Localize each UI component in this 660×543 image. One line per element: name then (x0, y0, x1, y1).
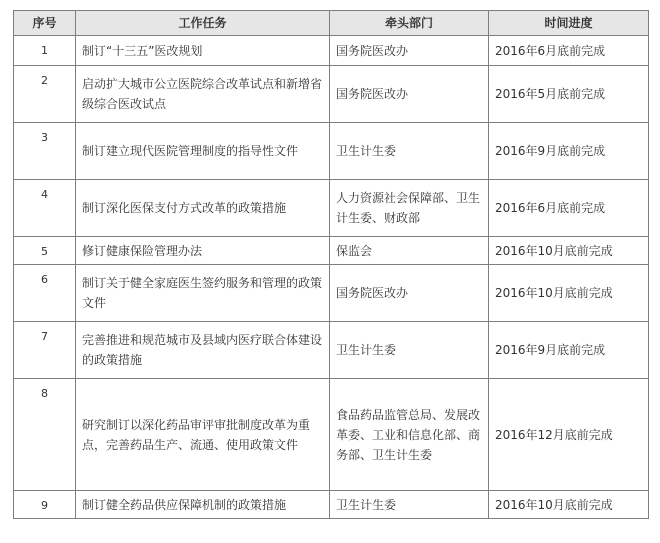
row-no: 8 (14, 379, 76, 491)
table-row (14, 491, 649, 519)
table-row (14, 237, 649, 265)
row-time: 2016年5月底前完成 (489, 66, 649, 123)
row-no: 1 (14, 36, 76, 66)
row-time: 2016年9月底前完成 (489, 322, 649, 379)
row-time: 2016年10月底前完成 (489, 265, 649, 322)
row-task: 制订关于健全家庭医生签约服务和管理的政策文件 (76, 265, 330, 322)
row-no: 6 (14, 265, 76, 322)
table-row (14, 379, 649, 491)
task-table (13, 10, 649, 519)
row-task: 制订建立现代医院管理制度的指导性文件 (76, 123, 330, 180)
row-task: 启动扩大城市公立医院综合改革试点和新增省级综合医改试点 (76, 66, 330, 123)
row-dept: 食品药品监管总局、发展改革委、工业和信息化部、商务部、卫生计生委 (330, 379, 489, 491)
header-dept: 牵头部门 (330, 11, 489, 36)
header-time: 时间进度 (489, 11, 649, 36)
table-row (14, 123, 649, 180)
table-row (14, 180, 649, 237)
row-time: 2016年6月底前完成 (489, 180, 649, 237)
row-time: 2016年12月底前完成 (489, 379, 649, 491)
row-no: 3 (14, 123, 76, 180)
row-no: 7 (14, 322, 76, 379)
row-no: 9 (14, 491, 76, 519)
row-dept: 国务院医改办 (330, 265, 489, 322)
row-task: 制订健全药品供应保障机制的政策措施 (76, 491, 330, 519)
row-no: 2 (14, 66, 76, 123)
header-no: 序号 (14, 11, 76, 36)
table-header-row (14, 11, 649, 36)
table-row (14, 36, 649, 66)
row-dept: 卫生计生委 (330, 123, 489, 180)
row-dept: 保监会 (330, 237, 489, 265)
row-dept: 人力资源社会保障部、卫生计生委、财政部 (330, 180, 489, 237)
header-task: 工作任务 (76, 11, 330, 36)
row-dept: 卫生计生委 (330, 322, 489, 379)
row-time: 2016年9月底前完成 (489, 123, 649, 180)
row-task: 制订深化医保支付方式改革的政策措施 (76, 180, 330, 237)
row-time: 2016年6月底前完成 (489, 36, 649, 66)
row-time: 2016年10月底前完成 (489, 237, 649, 265)
row-no: 5 (14, 237, 76, 265)
row-no: 4 (14, 180, 76, 237)
row-task: 完善推进和规范城市及县域内医疗联合体建设的政策措施 (76, 322, 330, 379)
row-task: 修订健康保险管理办法 (76, 237, 330, 265)
row-time: 2016年10月底前完成 (489, 491, 649, 519)
row-dept: 国务院医改办 (330, 36, 489, 66)
row-dept: 卫生计生委 (330, 491, 489, 519)
task-table-container (13, 10, 649, 519)
row-task: 制订“十三五”医改规划 (76, 36, 330, 66)
table-row (14, 322, 649, 379)
row-dept: 国务院医改办 (330, 66, 489, 123)
table-row (14, 265, 649, 322)
table-row (14, 66, 649, 123)
row-task: 研究制订以深化药品审评审批制度改革为重点，完善药品生产、流通、使用政策文件 (76, 379, 330, 491)
